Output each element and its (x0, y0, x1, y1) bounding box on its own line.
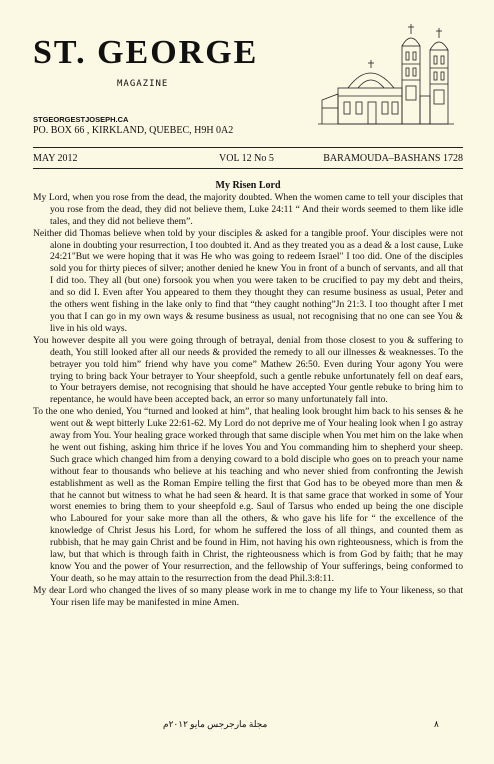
page-number: ٨ (434, 719, 439, 729)
article (33, 180, 463, 609)
article-title: My Risen Lord (215, 180, 281, 191)
article-paragraph: My Lord, when you rose from the dead, the majority doubted. When the women came to tell your disciples that you rose from the dead, they did not believe them, Luke 24:11 “ And their words seemed to them like idle tales, and they did not believe them”. (33, 191, 463, 227)
church-illustration (318, 18, 454, 126)
article-paragraph: My dear Lord who changed the lives of so many please work in me to change my life to Your likeness, so that Your risen life may be manifested in mine Amen. (33, 584, 463, 608)
website-link[interactable]: STGEORGESTJOSEPH.CA (33, 115, 129, 124)
header-divider-bottom (33, 168, 463, 169)
coptic-month: BARAMOUDA–BASHANS 1728 (323, 153, 463, 164)
article-paragraph: To the one who denied, You “turned and looked at him”, that healing look brought him back to his senses & he went out & wept bitterly Luke 22:61-62. My Lord do not deprive me of Your healing look when I go astray away from You. Your healing grace worked through that same disciple when You met him on the lake when he went out fishing, asking him thrice if he loves You and You commanding him to shepherd your sheep. Such grace which changed him from a denying coward to a bold disciple who goes on to preach your name without fear to thousands who believe at his teaching and who never shied from confronting the Jewish establishment as well as the Roman Empire telling the first that God has to be obeyed more than men & that he cannot but witness to what he had seen & heard. It is that same grace that worked in some of Your worst enemies to bring them to your sheepfold e.g. Saul of Tarsus who ended up being the one disciple who Laboured for your sake more than all the others, & who gave his life for “ the excellence of the knowledge of Christ Jesus his Lord, for whom he suffered the loss of all things, and counted them as rubbish, that he may gain Christ and be found in Him, not having his own righteousness, which is from the law, but that which is through faith in Christ, the righteousness which is from God by faith; that he may know You and the power of Your resurrection, and the fellowship of Your sufferings, being conformed to Your death, so he may attain to the resurrection from the dead Phil.3:8:11. (33, 406, 463, 584)
magazine-title: ST. GEORGE (33, 34, 259, 71)
footer-arabic-title: مجلة مارجرجس مايو ٢٠١٢م (163, 719, 268, 729)
header-divider-top (33, 147, 463, 148)
issue-volume: VOL 12 No 5 (219, 153, 274, 164)
article-paragraph: Neither did Thomas believe when told by your disciples & asked for a tangible proof. Your disciples were not alone in doubting your resurrection, I too doubted it. And as they treated you as a dead & a lost cause, Luke 24:21"But we were hoping that it was He who was going to redeem Israel" I too did. One of the disciples sold you for thirty pieces of silver; another denied he knew You in front of a bunch of servants, and all that I did too. They all (but one) forsook you when you were taken to be crucified to pay my debt and theirs, and so did I. Even after You appeared to them they thought they can resume business as usual, Peter and the others went fishing in the lake only to find that “they caught nothing”Jn 21:3. I too thought after I met you that I can go in my own ways & resume business as usual, not recognising that no one can see You & live in his old ways. (33, 227, 463, 334)
postal-address: PO. BOX 66 , KIRKLAND, QUEBEC, H9H 0A2 (33, 125, 234, 136)
issue-date: MAY 2012 (33, 153, 78, 164)
article-paragraph: You however despite all you were going through of betrayal, denial from those closest to you & suffering to death, You still looked after all our needs & provided the remedy to all our illnesses & weaknesses. To the betrayer you told him” friend why have you come” Mathew 26:50. Even during Your agony You were trying to bring back Your betrayer to Your sheepfold, such a gentle rebuke unfortunately fell on deaf ears, to Your betrayers demise, not recognising that should he have accepted Your gentle rebuke to bring him to repentance, he would have been accepted back, an error so many unfortunately fall into. (33, 334, 463, 406)
magazine-subtitle: MAGAZINE (117, 79, 169, 89)
